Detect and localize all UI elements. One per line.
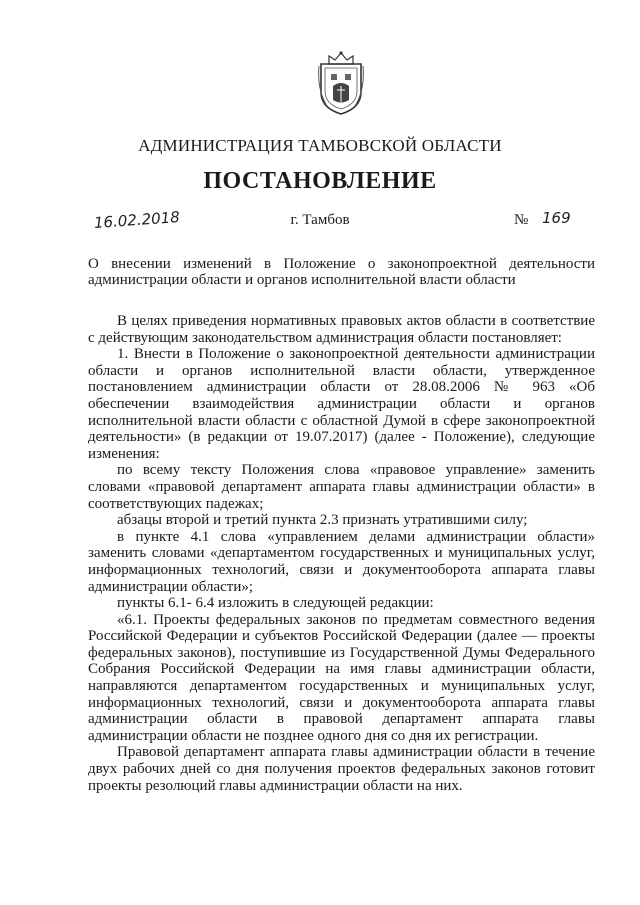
document-date: 16.02.2018 <box>93 208 181 232</box>
paragraph: Правовой департамент аппарата главы администрации области в течение двух рабочих дней со дня получения проектов федеральных законов готовит проекты резолюций главы администрации области на них. <box>88 744 595 794</box>
coat-of-arms-icon <box>317 50 365 116</box>
paragraph: абзацы второй и третий пункта 2.3 признать утратившими силу; <box>117 512 528 529</box>
organization-title: АДМИНИСТРАЦИЯ ТАМБОВСКОЙ ОБЛАСТИ <box>138 136 502 155</box>
document-type: ПОСТАНОВЛЕНИЕ <box>203 168 437 194</box>
paragraph: по всему тексту Положения слова «правовое управление» заменить словами «правовой департамент аппарата главы администрации области» в соответствующих падежах; <box>88 462 595 512</box>
document-body <box>88 313 595 794</box>
paragraph: «6.1. Проекты федеральных законов по предметам совместного ведения Российской Федерации и субъектов Российской Федерации (далее — проекты федеральных законов), поступившие из Государственной Думы Федерального Собрания Российской Федерации на имя главы администрации области, направляются департаментом государственных и муниципальных услуг, информационных технологий, связи и документооборота аппарата главы администрации области в правовой департамент аппарата главы администрации области не позднее одного дня со дня их регистрации. <box>88 611 595 744</box>
document-subject: О внесении изменений в Положение о законопроектной деятельности администрации области и органов исполнительной власти области <box>88 256 595 288</box>
paragraph: 1. Внести в Положение о законопроектной деятельности администрации области и органов исполнительной власти области, утвержденное постановлением администрации области от 28.08.2006 № 963 «Об обеспечении взаимодействия администрации области и органов исполнительной власти области с областной Думой в сфере законопроектной деятельности» (в редакции от 19.07.2017) (далее - Положение), следующие изменения: <box>88 346 595 462</box>
paragraph: пункты 6.1- 6.4 изложить в следующей редакции: <box>117 595 434 612</box>
document-city: г. Тамбов <box>290 212 350 228</box>
number-sign: № <box>514 212 529 228</box>
paragraph: в пункте 4.1 слова «управлением делами администрации области» заменить словами «департаментом государственных и муниципальных услуг, информационных технологий, связи и документооборота аппарата главы администрации области»; <box>88 528 595 595</box>
document-number: 169 <box>542 209 571 227</box>
paragraph: В целях приведения нормативных правовых актов области в соответствие с действующим законодательством администрация области постановляет: <box>88 313 595 346</box>
